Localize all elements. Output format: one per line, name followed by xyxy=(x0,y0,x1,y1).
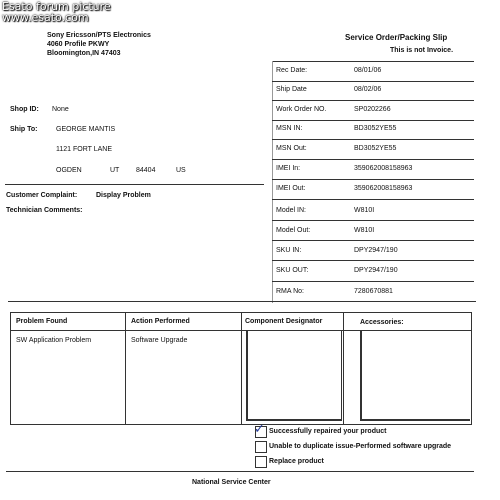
watermark-line2: www.esato.com xyxy=(2,11,89,24)
field-label: MSN Out: xyxy=(276,145,307,152)
document-title: Service Order/Packing Slip xyxy=(345,33,448,42)
left-divider xyxy=(5,184,264,185)
complaint-value: Display Problem xyxy=(96,192,151,199)
outcome-replace-label: Replace product xyxy=(269,458,324,465)
field-rule-top xyxy=(272,61,474,62)
table-cell-problem: SW Application Problem xyxy=(16,337,92,344)
field-label: IMEI In: xyxy=(276,165,301,172)
table-col-divider xyxy=(241,312,242,424)
table-header-problem: Problem Found xyxy=(16,318,68,325)
table-header-action: Action Performed xyxy=(131,318,190,325)
field-value: W810I xyxy=(354,227,375,234)
complaint-label: Customer Complaint: xyxy=(6,192,78,199)
field-rule xyxy=(272,260,474,261)
field-label: Ship Date xyxy=(276,86,307,93)
field-value: 359062008158963 xyxy=(354,185,413,192)
technician-comments-label: Technician Comments: xyxy=(6,207,83,214)
field-rule xyxy=(272,199,474,200)
outcome-repaired-checkbox[interactable] xyxy=(254,422,267,438)
field-rule xyxy=(272,81,474,82)
sender-street: 4060 Profile PKWY xyxy=(47,41,110,48)
component-designator-box xyxy=(246,331,342,421)
watermark xyxy=(2,1,111,23)
ship-to-city: OGDEN xyxy=(56,167,82,174)
field-label: Model IN: xyxy=(276,207,306,214)
field-label: SKU OUT: xyxy=(276,267,309,274)
footer-text: National Service Center xyxy=(192,479,271,486)
field-value: DPY2947/190 xyxy=(354,267,398,274)
field-value: 08/01/06 xyxy=(354,67,382,74)
field-value: BD3052YE55 xyxy=(354,125,397,132)
sender-address xyxy=(47,31,151,58)
field-label: RMA No: xyxy=(276,288,305,295)
ship-to-name: GEORGE MANTIS xyxy=(56,126,116,133)
shop-id-value: None xyxy=(52,106,69,113)
invoice-note: This is not Invoice. xyxy=(390,47,454,54)
field-label: MSN IN: xyxy=(276,125,303,132)
field-rule xyxy=(272,120,474,121)
checkmark-icon: ✓ xyxy=(254,422,265,437)
field-value: BD3052YE55 xyxy=(354,145,397,152)
outcome-unable-label: Unable to duplicate issue-Performed software upgrade xyxy=(269,443,452,450)
field-rule xyxy=(272,139,474,140)
field-value: DPY2947/190 xyxy=(354,247,398,254)
field-label: Rec Date: xyxy=(276,67,308,74)
field-rule xyxy=(272,100,474,101)
watermark-line1: Esato forum picture xyxy=(2,0,111,13)
accessories-box xyxy=(360,331,470,421)
sender-company: Sony Ericsson/PTS Electronics xyxy=(47,32,151,39)
field-rule xyxy=(272,179,474,180)
ship-to-label: Ship To: xyxy=(10,126,38,133)
field-label: IMEI Out: xyxy=(276,185,306,192)
field-rule xyxy=(272,159,474,160)
field-column-rule xyxy=(272,61,273,303)
field-rule xyxy=(272,220,474,221)
field-value: W810I xyxy=(354,207,375,214)
table-col-divider xyxy=(343,312,344,424)
ship-to-state: UT xyxy=(110,167,120,174)
field-rule xyxy=(272,240,474,241)
field-value: 08/02/06 xyxy=(354,86,382,93)
field-value: SP0202266 xyxy=(354,106,391,113)
shop-id-label: Shop ID: xyxy=(10,106,39,113)
field-value: 7280670881 xyxy=(354,288,393,295)
outcome-replace-checkbox[interactable] xyxy=(255,456,267,468)
ship-to-country: US xyxy=(176,167,186,174)
outcome-unable-checkbox[interactable] xyxy=(255,441,267,453)
field-label: Model Out: xyxy=(276,227,311,234)
sender-city: Bloomington,IN 47403 xyxy=(47,50,121,57)
field-label: SKU IN: xyxy=(276,247,302,254)
table-top-divider xyxy=(8,301,476,302)
ship-to-zip: 84404 xyxy=(136,167,156,174)
field-rule xyxy=(272,281,474,282)
table-header-accessories: Accessories: xyxy=(360,319,404,326)
table-cell-action: Software Upgrade xyxy=(131,337,188,344)
footer-divider xyxy=(6,471,474,472)
table-header-component: Component Designator xyxy=(245,318,323,325)
table-col-divider xyxy=(125,312,126,424)
ship-to-street: 1121 FORT LANE xyxy=(56,146,113,153)
outcome-repaired-label: Successfully repaired your product xyxy=(269,428,387,435)
field-label: Work Order NO. xyxy=(276,106,327,113)
field-value: 359062008158963 xyxy=(354,165,413,172)
